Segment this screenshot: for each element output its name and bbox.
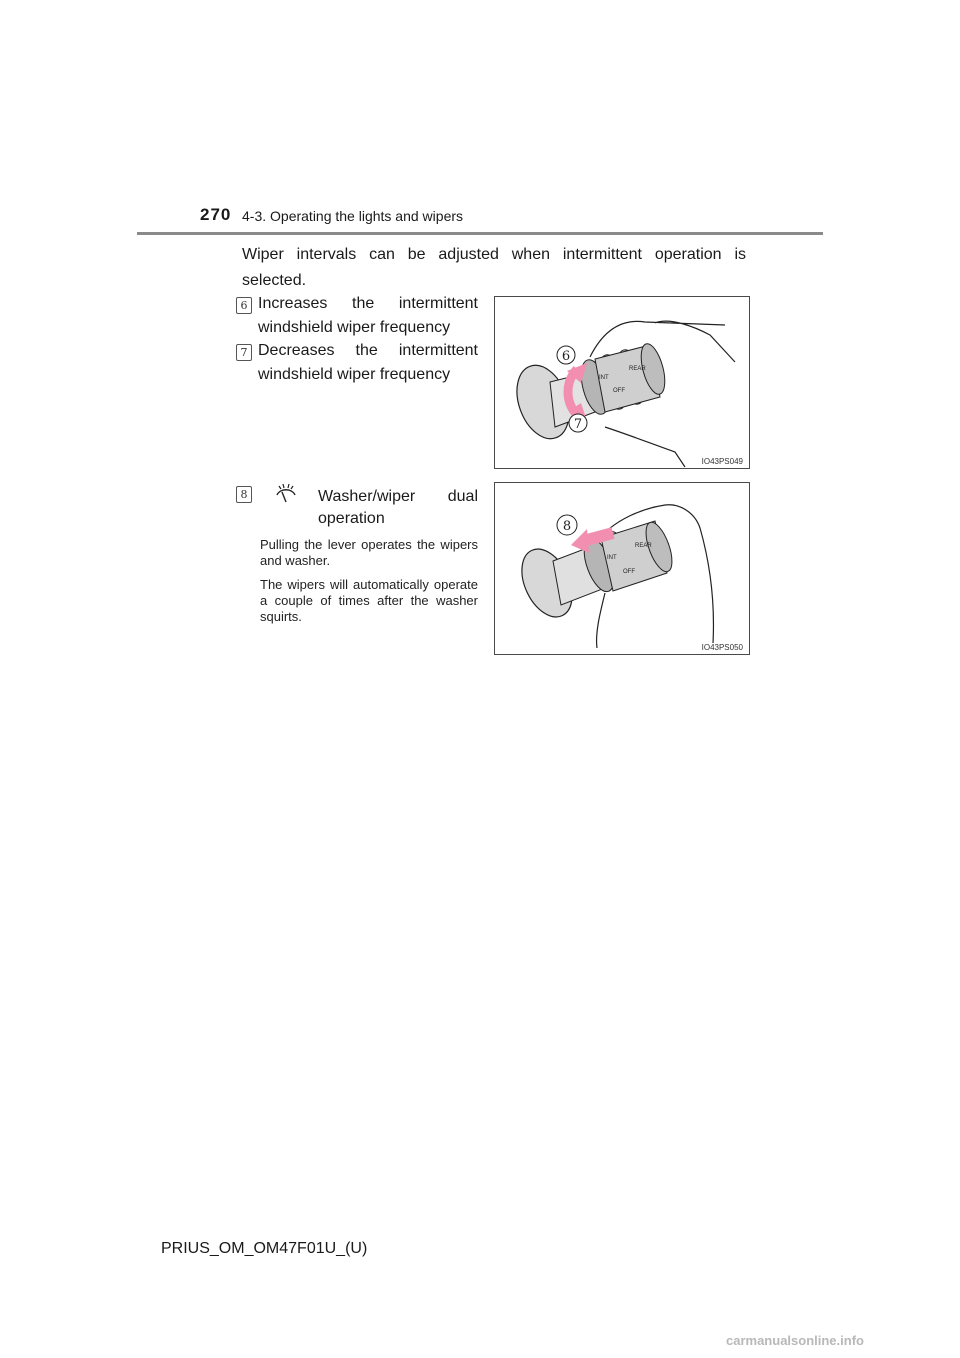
figure-code-1: IO43PS049 [701, 457, 743, 466]
figure-wiper-frequency [494, 296, 750, 469]
washer-wiper-icon [274, 482, 298, 504]
callout-marker-6: 6 [236, 297, 252, 314]
svg-text:6: 6 [561, 349, 571, 364]
item-6-line-1: Increases the intermittent [258, 295, 478, 312]
intro-line-1: Wiper intervals can be adjusted when intermittent operation is [242, 246, 746, 263]
lever-label-int-2: INT [607, 555, 617, 561]
note-automatic-operation: The wipers will automatically operate a couple of times after the washer squirts. [260, 577, 478, 624]
wiper-lever-illustration-1 [495, 297, 749, 468]
header-rule [137, 232, 823, 235]
document-code: PRIUS_OM_OM47F01U_(U) [161, 1240, 368, 1257]
item-6-line-2: windshield wiper frequency [258, 319, 451, 336]
lever-label-rear-2: REAR [635, 543, 652, 549]
intro-line-2: selected. [242, 272, 307, 289]
item-washer-wiper [318, 485, 478, 509]
callout-marker-7: 7 [236, 344, 252, 361]
wiper-lever-illustration-2 [495, 483, 749, 654]
lever-label-off: OFF [613, 388, 625, 394]
intro-paragraph [242, 242, 746, 294]
item-8-line-2: operation [318, 510, 385, 527]
item-decrease-frequency [258, 339, 478, 387]
item-7-line-1: Decreases the intermittent [258, 342, 478, 359]
figure-washer-wiper [494, 482, 750, 655]
lever-label-rear: REAR [629, 366, 646, 372]
item-increase-frequency [258, 292, 478, 340]
callout-marker-8: 8 [236, 486, 252, 503]
figure-code-2: IO43PS050 [701, 643, 743, 652]
lever-label-off-2: OFF [623, 569, 635, 575]
watermark: carmanualsonline.info [726, 1333, 864, 1348]
svg-text:7: 7 [573, 417, 583, 432]
page-number: 270 [200, 205, 232, 224]
item-8-line-1: Washer/wiper dual [318, 488, 478, 505]
section-title: 4-3. Operating the lights and wipers [242, 208, 464, 224]
item-7-line-2: windshield wiper frequency [258, 366, 451, 383]
note-pulling-lever: Pulling the lever operates the wipers and washer. [260, 537, 478, 568]
svg-text:8: 8 [562, 519, 572, 534]
lever-label-int: INT [599, 375, 609, 381]
